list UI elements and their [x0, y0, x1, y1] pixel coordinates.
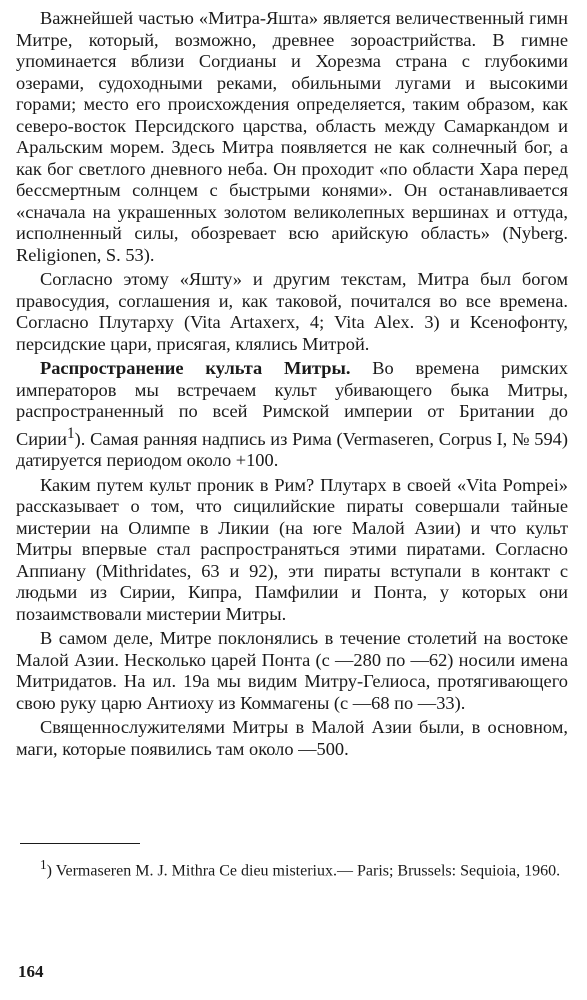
- footnote-reference: 1: [67, 424, 75, 442]
- paragraph-mithra-justice: Согласно этому «Яшту» и другим текстам, Митра был богом правосудия, соглашения и, как таковой, почитался во все времена. Согласно Плутарху (Vita Artaxerx, 4; Vita Alex. 3) и Ксенофонту, персидские цари, присягая, клялись Митрой.: [16, 269, 568, 354]
- paragraph-text: Во времена римских императоров мы встречаем культ убивающего быка Митры, распространенный по всей Римской империи от Британии до Сирии: [16, 358, 568, 449]
- paragraph-text: ). Самая ранняя надпись из Рима (Vermaseren, Corpus I, № 594) датируется периодом около +100.: [16, 428, 568, 471]
- footnote: [16, 855, 568, 881]
- footnote-text: ) Vermaseren M. J. Mithra Ce dieu misteriux.— Paris; Brussels: Sequioia, 1960.: [46, 862, 561, 880]
- page-number: 164: [18, 962, 44, 981]
- paragraph-rome: Каким путем культ проник в Рим? Плутарх в своей «Vita Pompei» рассказывает о том, что сицилийские пираты совершали тайные мистерии на Олимпе в Ликии (на юге Малой Азии) и что культ Митры впервые стал распространяться этими пиратами. Согласно Аппиану (Mithridates, 63 и 92), эти пираты вступали в контакт с людьми из Сирии, Кипра, Памфилии и Понта, у которых они позаимствовали мистерии Митры.: [16, 474, 568, 624]
- footnote-separator: [20, 843, 140, 844]
- main-text: [16, 8, 568, 760]
- paragraph-asia-minor: В самом деле, Митре поклонялись в течение столетий на востоке Малой Азии. Несколько царей Понта (с —280 по —62) носили имена Митридатов. На ил. 19а мы видим Митру-Гелиоса, протягивающего свою руку царю Антиоху из Коммагены (с —68 по —33).: [16, 628, 568, 713]
- paragraph-priests: Священнослужителями Митры в Малой Азии были, в основном, маги, которые появились там около —500.: [16, 717, 568, 759]
- paragraph-mithra-yasht: Важнейшей частью «Митра-Яшта» является величественный гимн Митре, который, возможно, древнее зороастрийства. В гимне упоминается вблизи Согдианы и Хорезма страна с глубокими озерами, судоходными реками, обильными лугами и высокими горами; место его происхождения определяется, таким образом, как северо-восток Персидского царства, область между Самаркандом и Аральским морем. Здесь Митра появляется не как солнечный бог, а как бог светлого дневного неба. Он проходит «по области Хара перед бессмертным солнцем с быстрыми конями». Он останавливается «сначала на украшенных золотом великолепных вершинах и оттуда, исполненный силы, обозревает всю арийскую область» (Nyberg. Religionen, S. 53).: [16, 8, 568, 265]
- section-heading: Распространение культа Митры.: [40, 358, 351, 378]
- footnote-mark: 1: [40, 857, 47, 872]
- paragraph-cult-spread: [16, 358, 568, 472]
